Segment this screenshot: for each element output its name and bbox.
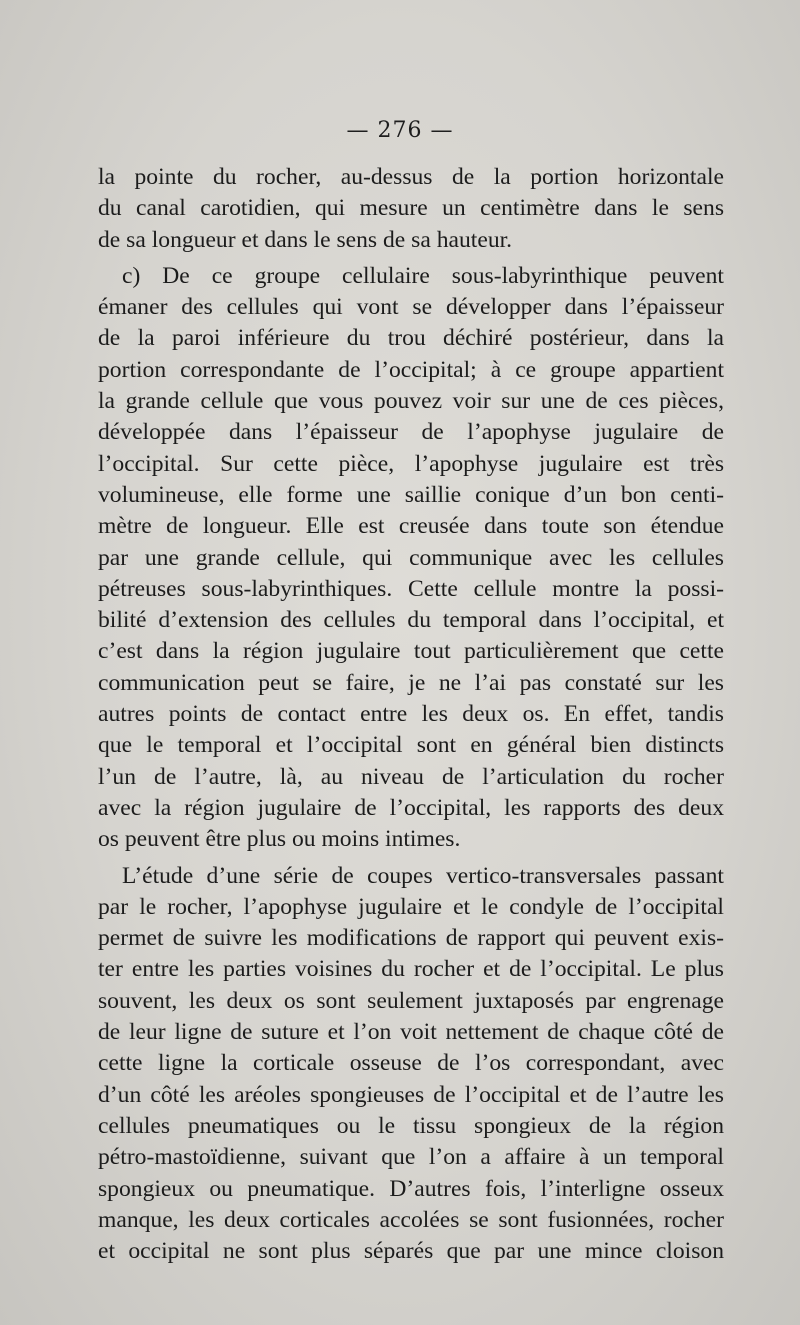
text-line: bilité d’extension des cellules du temporal dans l’occipital, et xyxy=(98,607,724,634)
text-line: souvent, les deux os sont seulement juxtaposés par engrenage xyxy=(98,987,724,1014)
text-line: pétro-mastoïdienne, suivant que l’on a affaire à un temporal xyxy=(98,1144,724,1171)
paragraph-p1 xyxy=(98,162,724,256)
text-line: permet de suivre les modifications de rapport qui peuvent exis- xyxy=(98,925,724,952)
text-line: de la paroi inférieure du trou déchiré postérieur, dans la xyxy=(98,325,724,352)
text-line: cellules pneumatiques ou le tissu spongieux de la région xyxy=(98,1112,724,1139)
text-line: d’un côté les aréoles spongieuses de l’occipital et de l’autre les xyxy=(98,1081,724,1108)
text-line: cette ligne la corticale osseuse de l’os correspondant, avec xyxy=(98,1050,724,1077)
text-line: communication peut se faire, je ne l’ai pas constaté sur les xyxy=(98,669,724,696)
text-line: c’est dans la région jugulaire tout particulièrement que cette xyxy=(98,638,724,665)
text-line: par une grande cellule, qui communique avec les cellules xyxy=(98,544,724,571)
text-line: volumineuse, elle forme une saillie conique d’un bon centi- xyxy=(98,481,724,508)
text-line: pétreuses sous-labyrinthiques. Cette cellule montre la possi- xyxy=(98,575,724,602)
text-line: ter entre les parties voisines du rocher et de l’occipital. Le plus xyxy=(98,956,724,983)
text-line: de sa longueur et dans le sens de sa hauteur. xyxy=(98,226,513,253)
text-line: spongieux ou pneumatique. D’autres fois, l’interligne osseux xyxy=(98,1175,724,1202)
text-line: la grande cellule que vous pouvez voir sur une de ces pièces, xyxy=(98,388,724,415)
text-line: l’un de l’autre, là, au niveau de l’articulation du rocher xyxy=(98,763,724,790)
text-line: mètre de longueur. Elle est creusée dans toute son étendue xyxy=(98,513,724,540)
text-line: avec la région jugulaire de l’occipital, les rapports des deux xyxy=(98,794,724,821)
text-line: et occipital ne sont plus séparés que par une mince cloison xyxy=(98,1238,724,1265)
body-text xyxy=(98,162,724,1267)
paragraph-p3 xyxy=(98,861,724,1268)
text-line: portion correspondante de l’occipital; à ce groupe appartient xyxy=(98,356,724,383)
text-line: émaner des cellules qui vont se développer dans l’épaisseur xyxy=(98,294,724,321)
text-line: la pointe du rocher, au-dessus de la portion horizontale xyxy=(98,164,724,190)
text-line: par le rocher, l’apophyse jugulaire et le condyle de l’occipital xyxy=(98,893,724,920)
text-line: de leur ligne de suture et l’on voit nettement de chaque côté de xyxy=(98,1019,724,1046)
text-line: développée dans l’épaisseur de l’apophyse jugulaire de xyxy=(98,419,724,446)
text-line: os peuvent être plus ou moins intimes. xyxy=(98,826,461,853)
text-line: l’occipital. Sur cette pièce, l’apophyse jugulaire est très xyxy=(98,450,724,477)
paragraph-p2 xyxy=(98,261,724,856)
text-line: L’étude d’une série de coupes vertico-transversales passant xyxy=(122,862,724,889)
text-line: du canal carotidien, qui mesure un centimètre dans le sens xyxy=(98,195,724,222)
text-line: c) De ce groupe cellulaire sous-labyrinthique peuvent xyxy=(122,262,724,289)
page-number: — 276 — xyxy=(346,118,454,143)
text-line: autres points de contact entre les deux os. En effet, tandis xyxy=(98,701,724,728)
text-line: que le temporal et l’occipital sont en général bien distincts xyxy=(98,732,724,759)
text-line: manque, les deux corticales accolées se sont fusionnées, rocher xyxy=(98,1206,724,1233)
